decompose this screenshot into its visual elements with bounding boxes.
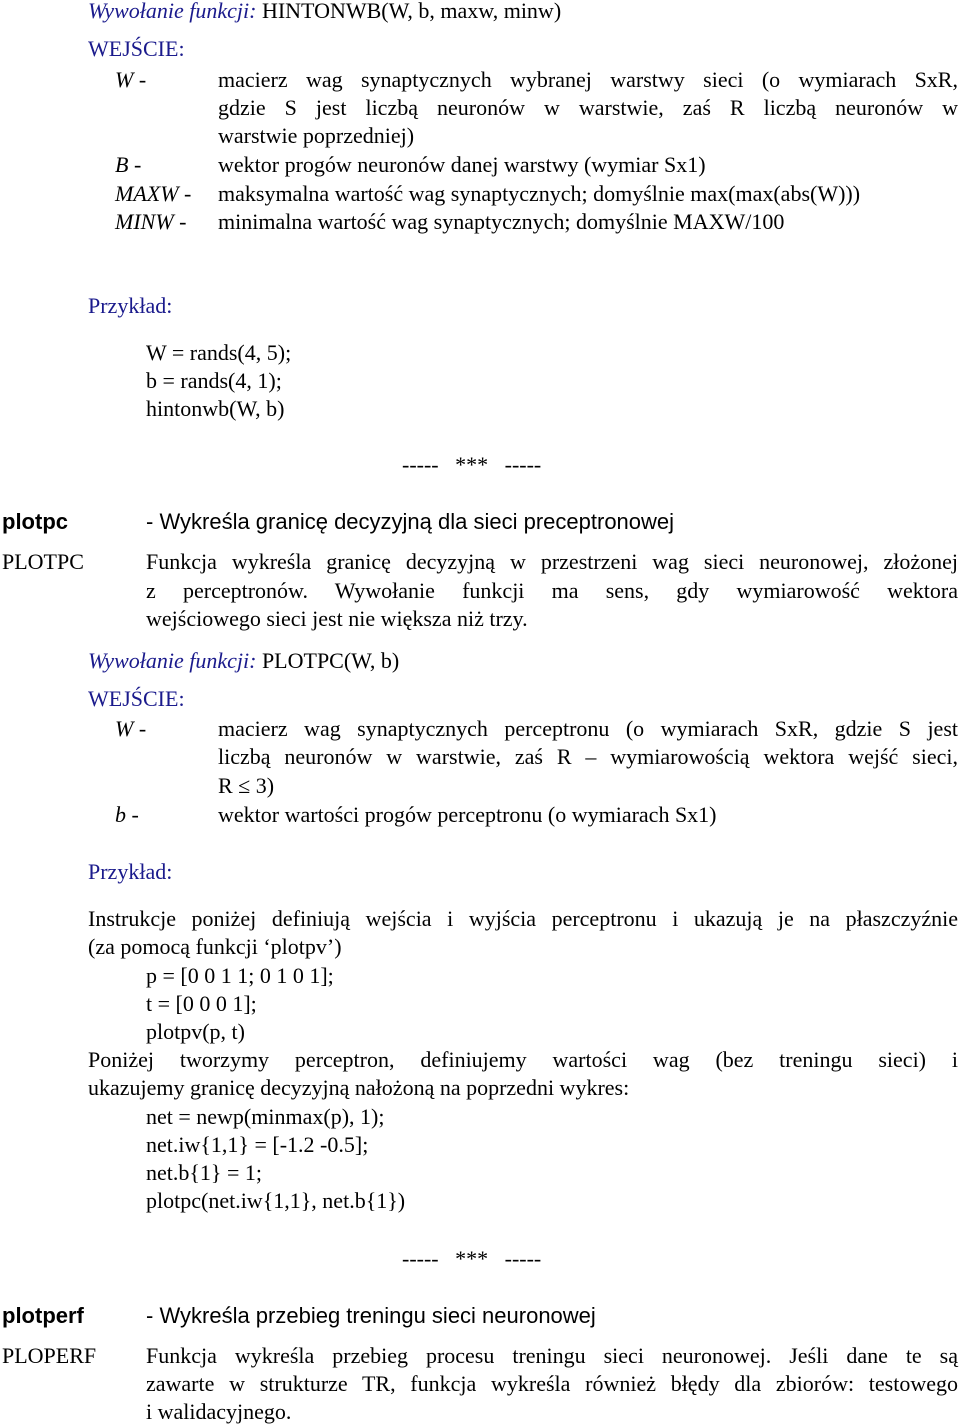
code-line: net.iw{1,1} = [-1.2 -0.5];: [146, 1132, 369, 1157]
example-mid-line: ukazujemy granicę decyzyjną nałożoną na poprzedni wykres:: [88, 1075, 630, 1100]
code-line: b = rands(4, 1);: [146, 368, 282, 393]
call-prefix: Wywołanie funkcji:: [88, 648, 262, 673]
code-line: hintonwb(W, b): [146, 396, 285, 421]
plotpc-call: [88, 647, 399, 675]
description-line: i walidacyjnego.: [146, 1399, 292, 1424]
param-name: W -: [115, 67, 147, 92]
param-desc-line: minimalna wartość wag synaptycznych; domyślnie MAXW/100: [218, 209, 785, 234]
example-label: Przykład:: [88, 859, 173, 884]
example-intro-line: Instrukcje poniżej definiują wejścia i wyjścia perceptronu i ukazują je na płaszczyźnie: [88, 906, 958, 931]
param-desc-line: macierz wag synaptycznych wybranej warstwy sieci (o wymiarach SxR,: [218, 67, 958, 92]
description-line: zawarte w strukturze TR, funkcja wykreśla również błędy dla zbiorów: testowego: [146, 1371, 958, 1396]
function-upper-name: PLOPERF: [2, 1343, 97, 1368]
description-line: z perceptronów. Wywołanie funkcji ma sens, gdy wymiarowość wektora: [146, 578, 958, 603]
function-upper-name: PLOTPC: [2, 549, 84, 574]
input-label: WEJŚCIE:: [88, 686, 185, 711]
param-name: MAXW -: [115, 181, 192, 206]
param-name: b -: [115, 802, 139, 827]
param-name: B -: [115, 152, 142, 177]
code-line: plotpv(p, t): [146, 1019, 245, 1044]
code-line: net = newp(minmax(p), 1);: [146, 1104, 385, 1129]
function-name: plotperf: [2, 1303, 84, 1328]
example-intro-line: (za pomocą funkcji ‘plotpv’): [88, 934, 342, 959]
function-summary: - Wykreśla przebieg treningu sieci neuronowej: [146, 1303, 596, 1328]
description-line: Funkcja wykreśla przebieg procesu treningu sieci neuronowej. Jeśli dane te są: [146, 1343, 958, 1368]
code-line: p = [0 0 1 1; 0 1 0 1];: [146, 963, 334, 988]
call-signature: PLOTPC(W, b): [261, 648, 400, 673]
param-desc-line: gdzie S jest liczbą neuronów w warstwie, zaś R liczbą neuronów w: [218, 95, 958, 120]
description-line: Funkcja wykreśla granicę decyzyjną w przestrzeni wag sieci neuronowej, złożonej: [146, 549, 958, 574]
param-desc-line: wektor progów neuronów danej warstwy (wymiar Sx1): [218, 152, 706, 177]
param-desc-line: liczbą neuronów w warstwie, zaś R – wymiarowością wektora wejść sieci,: [218, 744, 958, 769]
code-line: W = rands(4, 5);: [146, 340, 292, 365]
function-name: plotpc: [2, 509, 68, 534]
example-mid-line: Poniżej tworzymy perceptron, definiujemy wartości wag (bez treningu sieci) i: [88, 1047, 958, 1072]
code-line: net.b{1} = 1;: [146, 1160, 263, 1185]
section-separator: ----- *** -----: [402, 452, 542, 477]
code-line: t = [0 0 0 1];: [146, 991, 257, 1016]
code-line: plotpc(net.iw{1,1}, net.b{1}): [146, 1188, 406, 1213]
param-name: MINW -: [115, 209, 187, 234]
description-line: wejściowego sieci jest nie większa niż trzy.: [146, 606, 528, 631]
section-separator: ----- *** -----: [402, 1246, 542, 1271]
param-desc-line: wektor wartości progów perceptronu (o wymiarach Sx1): [218, 802, 717, 827]
param-desc-line: warstwie poprzedniej): [218, 123, 415, 148]
example-label: Przykład:: [88, 293, 173, 318]
param-desc-line: macierz wag synaptycznych perceptronu (o wymiarach SxR, gdzie S jest: [218, 716, 958, 741]
hintonwb-call: [88, 0, 561, 25]
call-prefix: Wywołanie funkcji:: [88, 0, 262, 23]
param-desc-line: R ≤ 3): [218, 773, 275, 798]
function-summary: - Wykreśla granicę decyzyjną dla sieci preceptronowej: [146, 509, 675, 534]
param-name: W -: [115, 716, 147, 741]
call-signature: HINTONWB(W, b, maxw, minw): [261, 0, 562, 23]
param-desc-line: maksymalna wartość wag synaptycznych; domyślnie max(max(abs(W))): [218, 181, 861, 206]
input-label: WEJŚCIE:: [88, 36, 185, 61]
